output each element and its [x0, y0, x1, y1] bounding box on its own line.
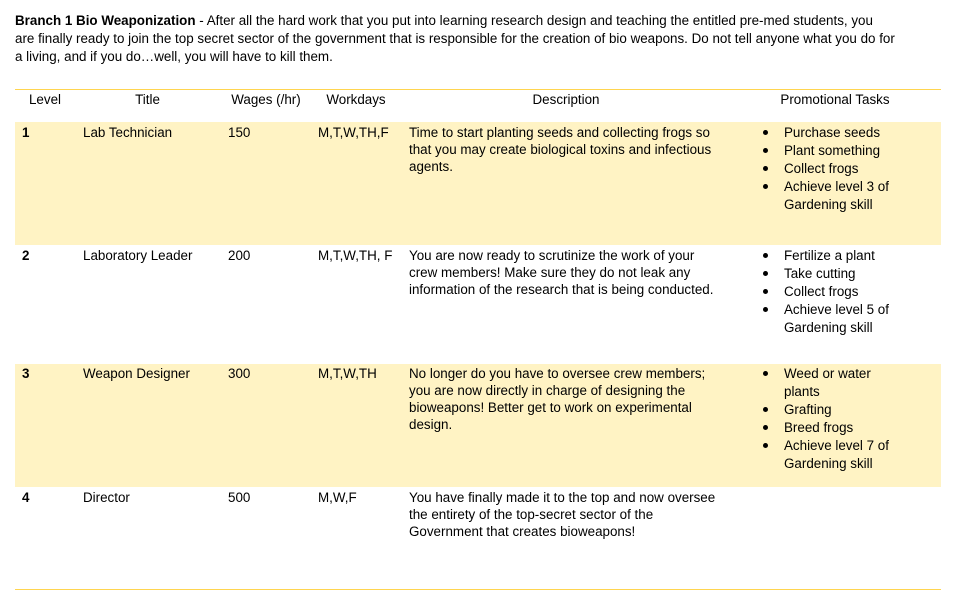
- row-1-workdays: M,T,W,TH,F: [318, 125, 389, 140]
- header-wages: Wages (/hr): [231, 92, 301, 107]
- list-item: Collect frogs: [760, 283, 910, 301]
- header-workdays: Workdays: [326, 92, 386, 107]
- list-item: Purchase seeds: [760, 124, 910, 142]
- list-item: Collect frogs: [760, 160, 910, 178]
- row-2-workdays: M,T,W,TH, F: [318, 248, 393, 263]
- row-3-level: 3: [22, 366, 30, 381]
- row-3-tasks: [760, 365, 910, 473]
- row-1-title: Lab Technician: [83, 125, 173, 140]
- row-1-tasks: [760, 124, 910, 214]
- row-4-level: 4: [22, 490, 30, 505]
- row-1-description: Time to start planting seeds and collecting frogs so that you may create biological toxins and infectious agents.: [409, 125, 712, 174]
- branch-title: Branch 1 Bio Weaponization: [15, 13, 196, 28]
- header-description: Description: [532, 92, 600, 107]
- list-item: Grafting: [760, 401, 910, 419]
- row-4-title: Director: [83, 490, 130, 505]
- intro-paragraph: [15, 12, 895, 66]
- row-3-description: No longer do you have to oversee crew members; you are now directly in charge of designing the bioweapons! Better get to work on experimental design.: [409, 366, 706, 432]
- row-3-wages: 300: [228, 366, 251, 381]
- row-3-title: Weapon Designer: [83, 366, 190, 381]
- row-2-description: You are now ready to scrutinize the work of your crew members! Make sure they do not leak any information of the research that is being conducted.: [409, 248, 714, 297]
- list-item: Achieve level 7 of Gardening skill: [760, 437, 910, 473]
- list-item: Weed or water plants: [760, 365, 910, 401]
- list-item: Plant something: [760, 142, 910, 160]
- intro-text: - After all the hard work that you put into learning research design and teaching the entitled pre-med students, you are finally ready to join the top secret sector of the government that is responsible for the creation of bio weapons. Do not tell anyone what you do for a living, and if you do…well, you will have to kill them.: [15, 13, 895, 64]
- header-title: Title: [135, 92, 160, 107]
- row-4-description: You have finally made it to the top and now oversee the entirety of the top-secret sector of the Government that creates bioweapons!: [409, 490, 716, 539]
- row-2-title: Laboratory Leader: [83, 248, 193, 263]
- list-item: Fertilize a plant: [760, 247, 910, 265]
- row-4-workdays: M,W,F: [318, 490, 357, 505]
- row-4-wages: 500: [228, 490, 251, 505]
- row-2-tasks: [760, 247, 910, 337]
- list-item: Achieve level 5 of Gardening skill: [760, 301, 910, 337]
- table-top-rule: [15, 89, 941, 90]
- row-3-workdays: M,T,W,TH: [318, 366, 377, 381]
- header-tasks: Promotional Tasks: [780, 92, 890, 107]
- row-2-level: 2: [22, 248, 30, 263]
- list-item: Achieve level 3 of Gardening skill: [760, 178, 910, 214]
- header-level: Level: [28, 92, 61, 107]
- list-item: Breed frogs: [760, 419, 910, 437]
- list-item: Take cutting: [760, 265, 910, 283]
- row-2-wages: 200: [228, 248, 251, 263]
- row-1-level: 1: [22, 125, 30, 140]
- row-1-wages: 150: [228, 125, 251, 140]
- table-bottom-rule: [15, 589, 941, 590]
